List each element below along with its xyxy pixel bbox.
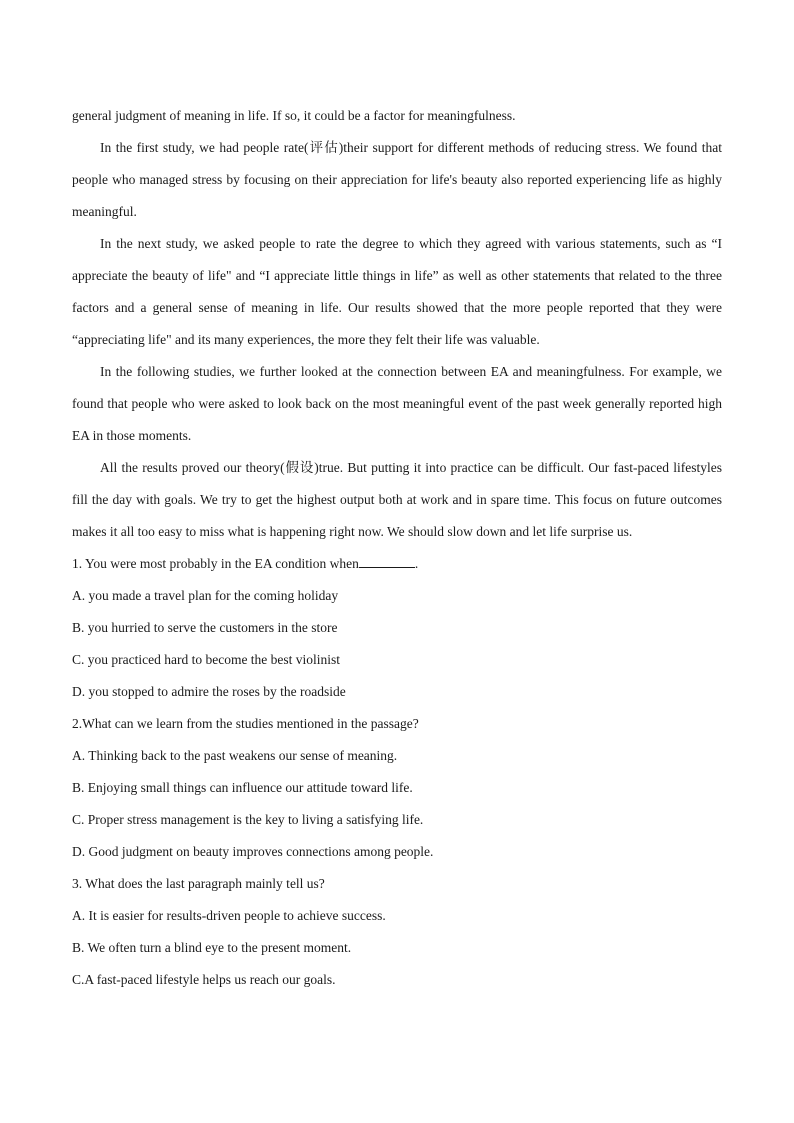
passage-paragraph: In the following studies, we further looked at the connection between EA and meaningfulness. For example, we found that people who were asked to look back on the most meaningful event of the past week generally reported high EA in those moments. (72, 364, 722, 443)
passage-paragraph: In the first study, we had people rate(评估)their support for different methods of reducing stress. We found that people who managed stress by focusing on their appreciation for life's beauty also reported experiencing life as highly meaningful. (72, 140, 722, 219)
question-stem: 2.What can we learn from the studies mentioned in the passage? (72, 716, 419, 731)
question-option: C. you practiced hard to become the best violinist (72, 652, 341, 667)
passage-paragraph: In the next study, we asked people to rate the degree to which they agreed with various statements, such as “I appreciate the beauty of life" and “I appreciate little things in life” as well as other statements that related to the three factors and a general sense of meaning in life. Our results showed that the more people reported that they were “appreciating life" and its many experiences, the more they felt their life was valuable. (72, 236, 722, 347)
question-option: B. Enjoying small things can influence our attitude toward life. (72, 780, 413, 795)
document-page (72, 100, 722, 996)
question-3 (72, 868, 722, 996)
question-option: C.A fast-paced lifestyle helps us reach our goals. (72, 972, 336, 987)
passage (72, 100, 722, 548)
passage-paragraph: All the results proved our theory(假设)true. But putting it into practice can be difficult. Our fast-paced lifestyles fill the day with goals. We try to get the highest output both at work and in spare time. This focus on future outcomes makes it all too easy to miss what is happening right now. We should slow down and let life surprise us. (72, 460, 722, 539)
answer-blank (359, 553, 415, 568)
question-1 (72, 548, 722, 708)
passage-paragraph: general judgment of meaning in life. If so, it could be a factor for meaningfulness. (72, 108, 516, 123)
question-option: A. Thinking back to the past weakens our sense of meaning. (72, 748, 398, 763)
question-option: D. you stopped to admire the roses by the roadside (72, 684, 346, 699)
question-option: C. Proper stress management is the key to living a satisfying life. (72, 812, 424, 827)
question-stem (72, 548, 722, 580)
question-stem-text: 1. You were most probably in the EA condition when (72, 556, 359, 571)
question-2 (72, 708, 722, 868)
question-stem-end: . (414, 556, 419, 571)
question-stem: 3. What does the last paragraph mainly tell us? (72, 876, 325, 891)
question-option: A. It is easier for results-driven people to achieve success. (72, 908, 386, 923)
question-option: D. Good judgment on beauty improves connections among people. (72, 844, 434, 859)
question-option: B. you hurried to serve the customers in the store (72, 620, 338, 635)
question-option: A. you made a travel plan for the coming holiday (72, 588, 339, 603)
question-option: B. We often turn a blind eye to the present moment. (72, 940, 352, 955)
